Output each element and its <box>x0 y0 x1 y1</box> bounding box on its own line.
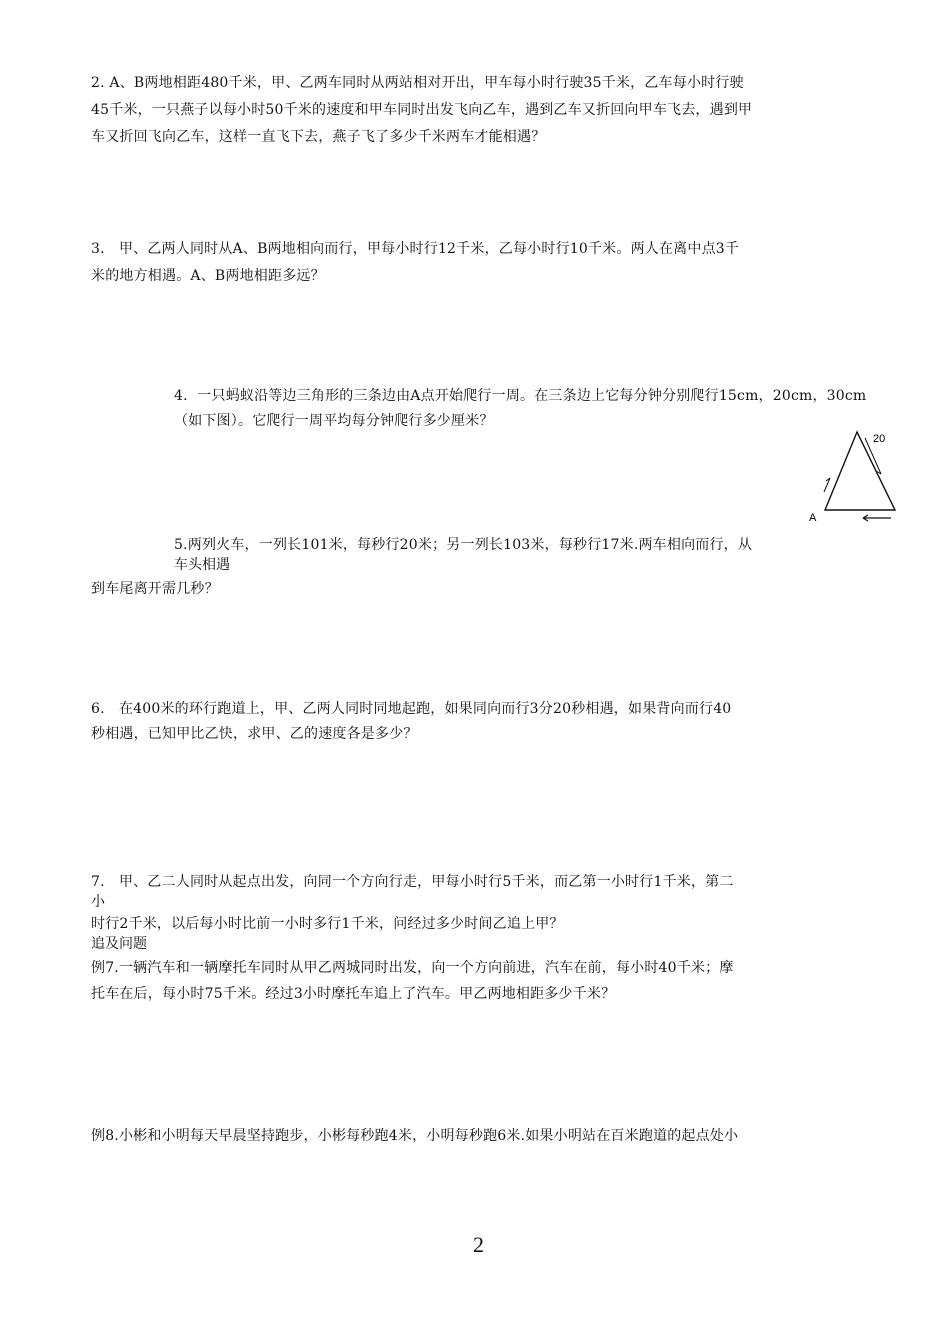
problem-7-line-1: 7. 甲、乙二人同时从起点出发，向同一个方向行走，甲每小时行5千米，而乙第一小时行1千米，第二 <box>91 874 734 890</box>
problem-2-line-2: 45千米，一只燕子以每小时50千米的速度和甲车同时出发飞向乙车，遇到乙车又折回向甲车飞去，遇到甲 <box>91 102 753 118</box>
problem-4-line-1: 4．一只蚂蚁沿等边三角形的三条边由A点开始爬行一周。在三条边上它每分钟分别爬行15cm，20cm，30cm <box>174 388 867 404</box>
figure-label-20: 20 <box>873 433 886 445</box>
problem-3-line-2: 米的地方相遇。A、B两地相距多远？ <box>91 268 325 284</box>
problem-7-line-2: 小 <box>91 894 105 910</box>
example-7-line-1: 例7.一辆汽车和一辆摩托车同时从甲乙两城同时出发，向一个方向前进，汽车在前，每小时40千米；摩 <box>91 960 734 976</box>
problem-5-line-3: 到车尾离开需几秒？ <box>91 581 219 597</box>
problem-5-line-2: 车头相遇 <box>174 557 230 573</box>
problem-3-line-1: 3. 甲、乙两人同时从A、B两地相向而行，甲每小时行12千米，乙每小时行10千米。两人在离中点3千 <box>91 241 740 257</box>
problem-6-line-1: 6. 在400米的环行跑道上，甲、乙两人同时同地起跑，如果同向而行3分20秒相遇，如果背向而行40 <box>91 701 732 717</box>
page-number: 2 <box>473 1232 484 1257</box>
example-8-line-1: 例8.小彬和小明每天早晨坚持跑步，小彬每秒跑4米，小明每秒跑6米.如果小明站在百米跑道的起点处小 <box>91 1128 739 1144</box>
problem-6-line-2: 秒相遇，已知甲比乙快，求甲、乙的速度各是多少？ <box>91 726 418 742</box>
section-title-chase-problems: 追及问题 <box>91 936 147 952</box>
figure-label-a: A <box>809 512 817 524</box>
problem-5-line-1: 5.两列火车，一列长101米，每秒行20米；另一列长103米，每秒行17米.两车相向而行，从 <box>174 537 753 553</box>
problem-2-line-1: 2. A、B两地相距480千米，甲、乙两车同时从两站相对开出，甲车每小时行驶35千米，乙车每小时行驶 <box>91 75 744 91</box>
problem-7-line-3: 时行2千米，以后每小时比前一小时多行1千米，问经过多少时间乙追上甲？ <box>91 916 564 932</box>
example-7-line-2: 托车在后，每小时75千米。经过3小时摩托车追上了汽车。甲乙两地相距多少千米？ <box>91 986 616 1002</box>
problem-2-line-3: 车又折回飞向乙车，这样一直飞下去，燕子飞了多少千米两车才能相遇？ <box>91 129 546 145</box>
problem-4-line-2: （如下图）。它爬行一周平均每分钟爬行多少厘米？ <box>174 413 494 429</box>
triangle-figure <box>805 428 905 526</box>
